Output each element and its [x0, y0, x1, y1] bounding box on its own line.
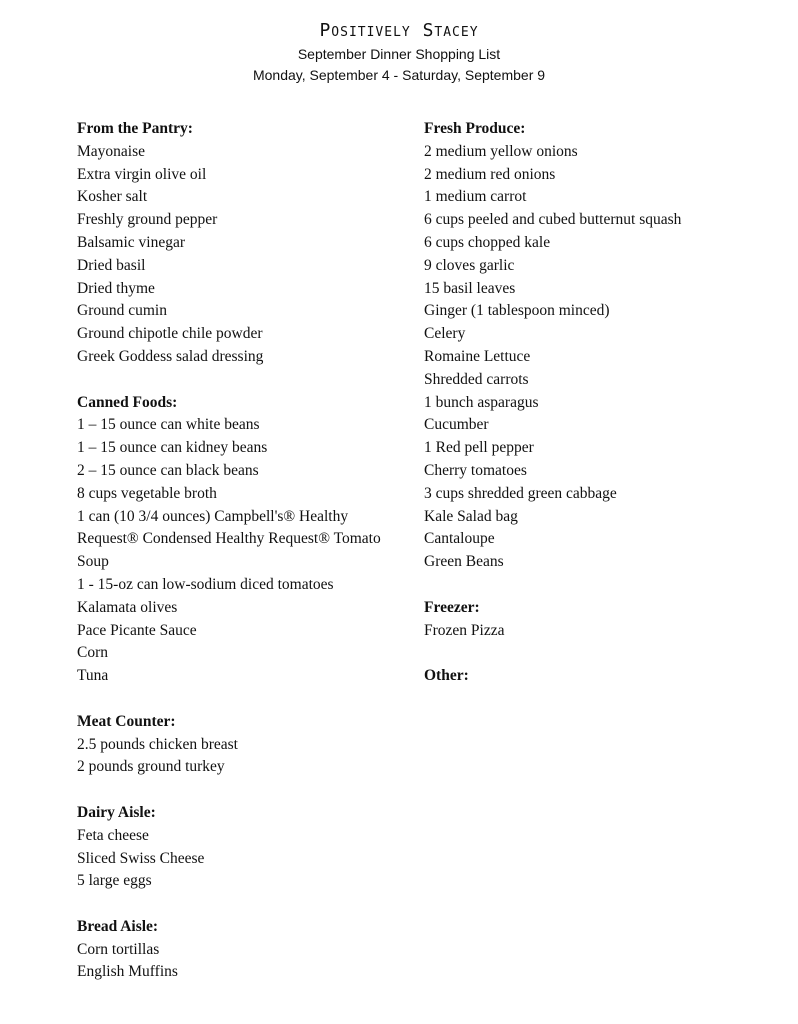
list-item: Frozen Pizza	[424, 621, 505, 639]
list-item: 2 medium red onions	[424, 165, 556, 183]
list-item: Celery	[424, 325, 466, 343]
document-header	[0, 18, 798, 86]
list-item: 2 pounds ground turkey	[77, 758, 225, 776]
list-item: 1 - 15-oz can low-sodium diced tomatoes	[77, 575, 334, 593]
list-item: Ground chipotle chile powder	[77, 325, 263, 343]
section-freezer	[424, 597, 754, 643]
section-other	[424, 665, 754, 688]
section-bread-aisle	[77, 916, 407, 984]
list-title: September Dinner Shopping List	[297, 46, 501, 62]
list-item: Shredded carrots	[424, 370, 529, 388]
list-item: 1 medium carrot	[424, 188, 527, 206]
list-item: Pace Picante Sauce	[77, 621, 197, 639]
list-item: 2.5 pounds chicken breast	[77, 735, 238, 753]
list-item: Balsamic vinegar	[77, 233, 186, 251]
list-item: 9 cloves garlic	[424, 256, 515, 274]
section-title: Dairy Aisle:	[77, 803, 156, 821]
list-item: 8 cups vegetable broth	[77, 484, 217, 502]
list-item: 2 – 15 ounce can black beans	[77, 461, 259, 479]
list-item: 6 cups chopped kale	[424, 233, 551, 251]
list-item: Cantaloupe	[424, 530, 495, 548]
list-item: Kalamata olives	[77, 598, 178, 616]
date-range: Monday, September 4 - Saturday, September 9	[252, 67, 546, 83]
list-item: 15 basil leaves	[424, 279, 516, 297]
section-title: Bread Aisle:	[77, 917, 159, 935]
list-item: Cucumber	[424, 416, 489, 434]
brand-logo-text: Positively Stacey	[319, 20, 479, 41]
section-dairy-aisle	[77, 802, 407, 893]
list-item: Green Beans	[424, 553, 504, 571]
list-item: Freshly ground pepper	[77, 211, 218, 229]
list-item: 5 large eggs	[77, 872, 152, 890]
list-item: 1 bunch asparagus	[424, 393, 539, 411]
section-meat-counter	[77, 711, 407, 779]
section-from-the-pantry	[77, 118, 407, 369]
list-item: Kale Salad bag	[424, 507, 518, 525]
section-title: From the Pantry:	[77, 120, 193, 137]
list-item: 1 can (10 3/4 ounces) Campbell's® Healthy Request® Condensed Healthy Request® Tomato Soup	[77, 507, 381, 571]
section-title: Freezer:	[424, 598, 480, 616]
list-item: Ground cumin	[77, 302, 167, 320]
list-item: Sliced Swiss Cheese	[77, 849, 205, 867]
list-item: Feta cheese	[77, 826, 149, 844]
list-item: 1 Red pell pepper	[424, 439, 534, 457]
list-item: Extra virgin olive oil	[77, 165, 207, 183]
list-item: 3 cups shredded green cabbage	[424, 484, 617, 502]
section-canned-foods	[77, 392, 407, 688]
list-item: Greek Goddess salad dressing	[77, 347, 264, 365]
section-title: Canned Foods:	[77, 393, 178, 411]
list-item: Ginger (1 tablespoon minced)	[424, 302, 610, 320]
list-item: Cherry tomatoes	[424, 461, 527, 479]
section-title: Fresh Produce:	[424, 120, 526, 137]
section-title: Other:	[424, 667, 469, 685]
left-column	[77, 118, 407, 1007]
list-item: 2 medium yellow onions	[424, 142, 578, 160]
list-item: Romaine Lettuce	[424, 347, 531, 365]
list-item: Dried basil	[77, 256, 146, 274]
list-item: English Muffins	[77, 963, 178, 981]
list-item: Corn	[77, 644, 108, 662]
list-item: Kosher salt	[77, 188, 148, 206]
list-item: 6 cups peeled and cubed butternut squash	[424, 211, 682, 229]
list-item: Tuna	[77, 667, 109, 685]
list-item: Mayonaise	[77, 142, 146, 160]
list-item: Corn tortillas	[77, 940, 160, 958]
right-column	[424, 118, 754, 711]
list-item: Dried thyme	[77, 279, 155, 297]
list-item: 1 – 15 ounce can kidney beans	[77, 439, 268, 457]
list-item: 1 – 15 ounce can white beans	[77, 416, 260, 434]
section-title: Meat Counter:	[77, 712, 176, 730]
section-fresh-produce	[424, 118, 754, 574]
